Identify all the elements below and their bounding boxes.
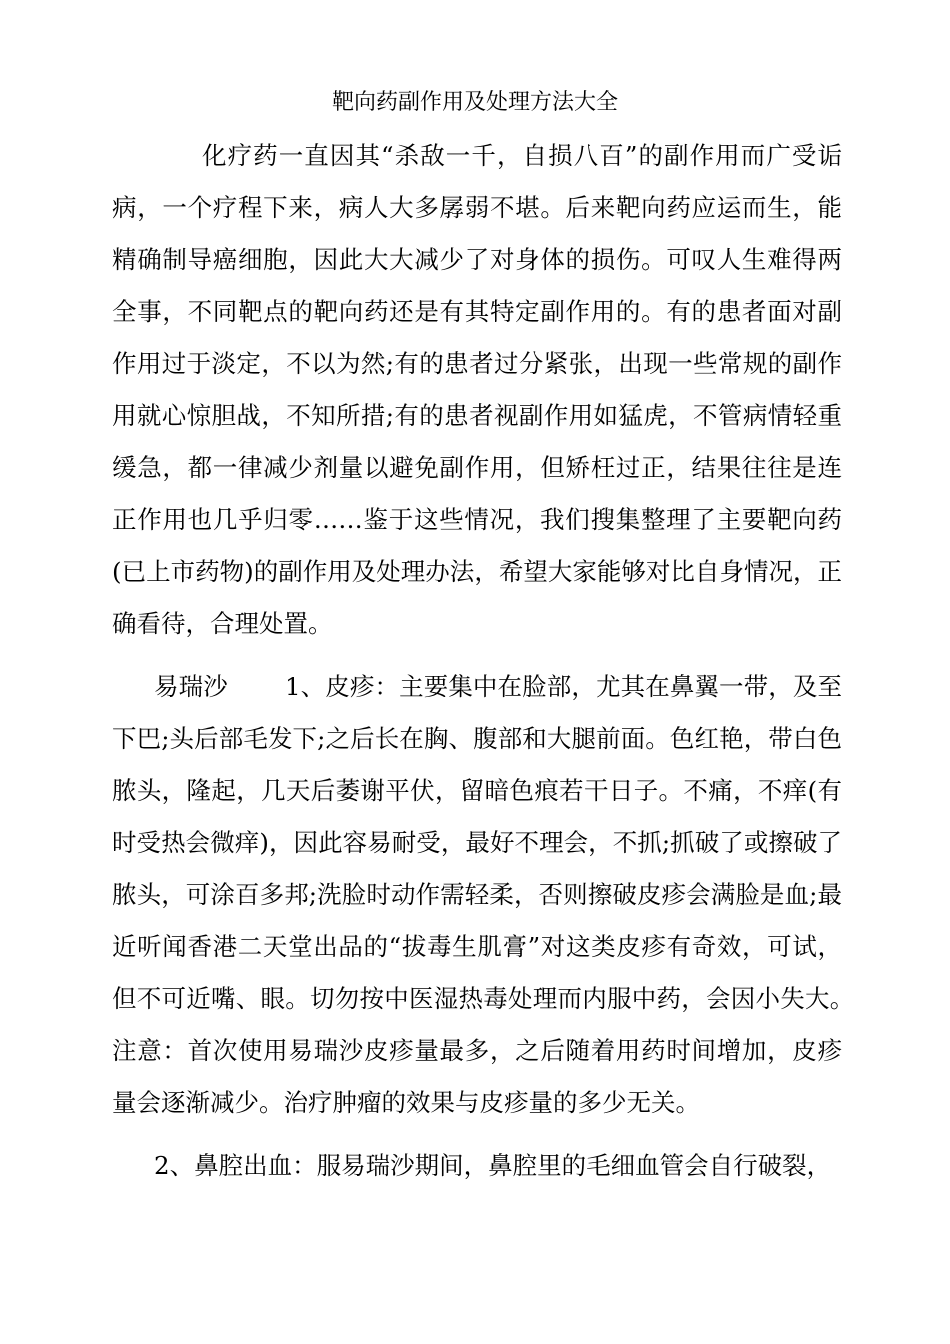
nosebleed-paragraph: 2、鼻腔出血：服易瑞沙期间，鼻腔里的毛细血管会自行破裂，	[154, 1151, 832, 1180]
iressa-rash-paragraph: 易瑞沙 1、皮疹：主要集中在脸部，尤其在鼻翼一带，及至下巴;头后部毛发下;之后长在胸、腹部和大腿前面。色红艳，带白色脓头，隆起，几天后萎谢平伏，留暗色痕若干日子。不痛，不痒(有时受热会微痒)，因此容易耐受，最好不理会，不抓;抓破了或擦破了脓头，可涂百多邦;洗脸时动作需轻柔，否则擦破皮疹会满脸是血;最近听闻香港二天堂出品的“拔毒生肌膏”对这类皮疹有奇效，可试，但不可近嘴、眼。切勿按中医湿热毒处理而内服中药，会因小失大。 注意：首次使用易瑞沙皮疹量最多，之后随着用药时间增加，皮疹量会逐渐减少。治疗肿瘤的效果与皮疹量的多少无关。	[112, 672, 899, 1117]
document-body	[112, 130, 899, 1203]
intro-paragraph: 化疗药一直因其“杀敌一千，自损八百”的副作用而广受诟病，一个疗程下来，病人大多孱弱不堪。后来靶向药应运而生，能精确制导癌细胞，因此大大减少了对身体的损伤。可叹人生难得两全事，不同靶点的靶向药还是有其特定副作用的。有的患者面对副作用过于淡定，不以为然;有的患者过分紧张，出现一些常规的副作用就心惊胆战，不知所措;有的患者视副作用如猛虎，不管病情轻重缓急，都一律减少剂量以避免副作用，但矫枉过正，结果往往是连正作用也几乎归零……鉴于这些情况，我们搜集整理了主要靶向药(已上市药物)的副作用及处理办法，希望大家能够对比自身情况，正确看待，合理处置。	[112, 141, 842, 638]
document-title: 靶向药副作用及处理方法大全	[331, 90, 618, 115]
